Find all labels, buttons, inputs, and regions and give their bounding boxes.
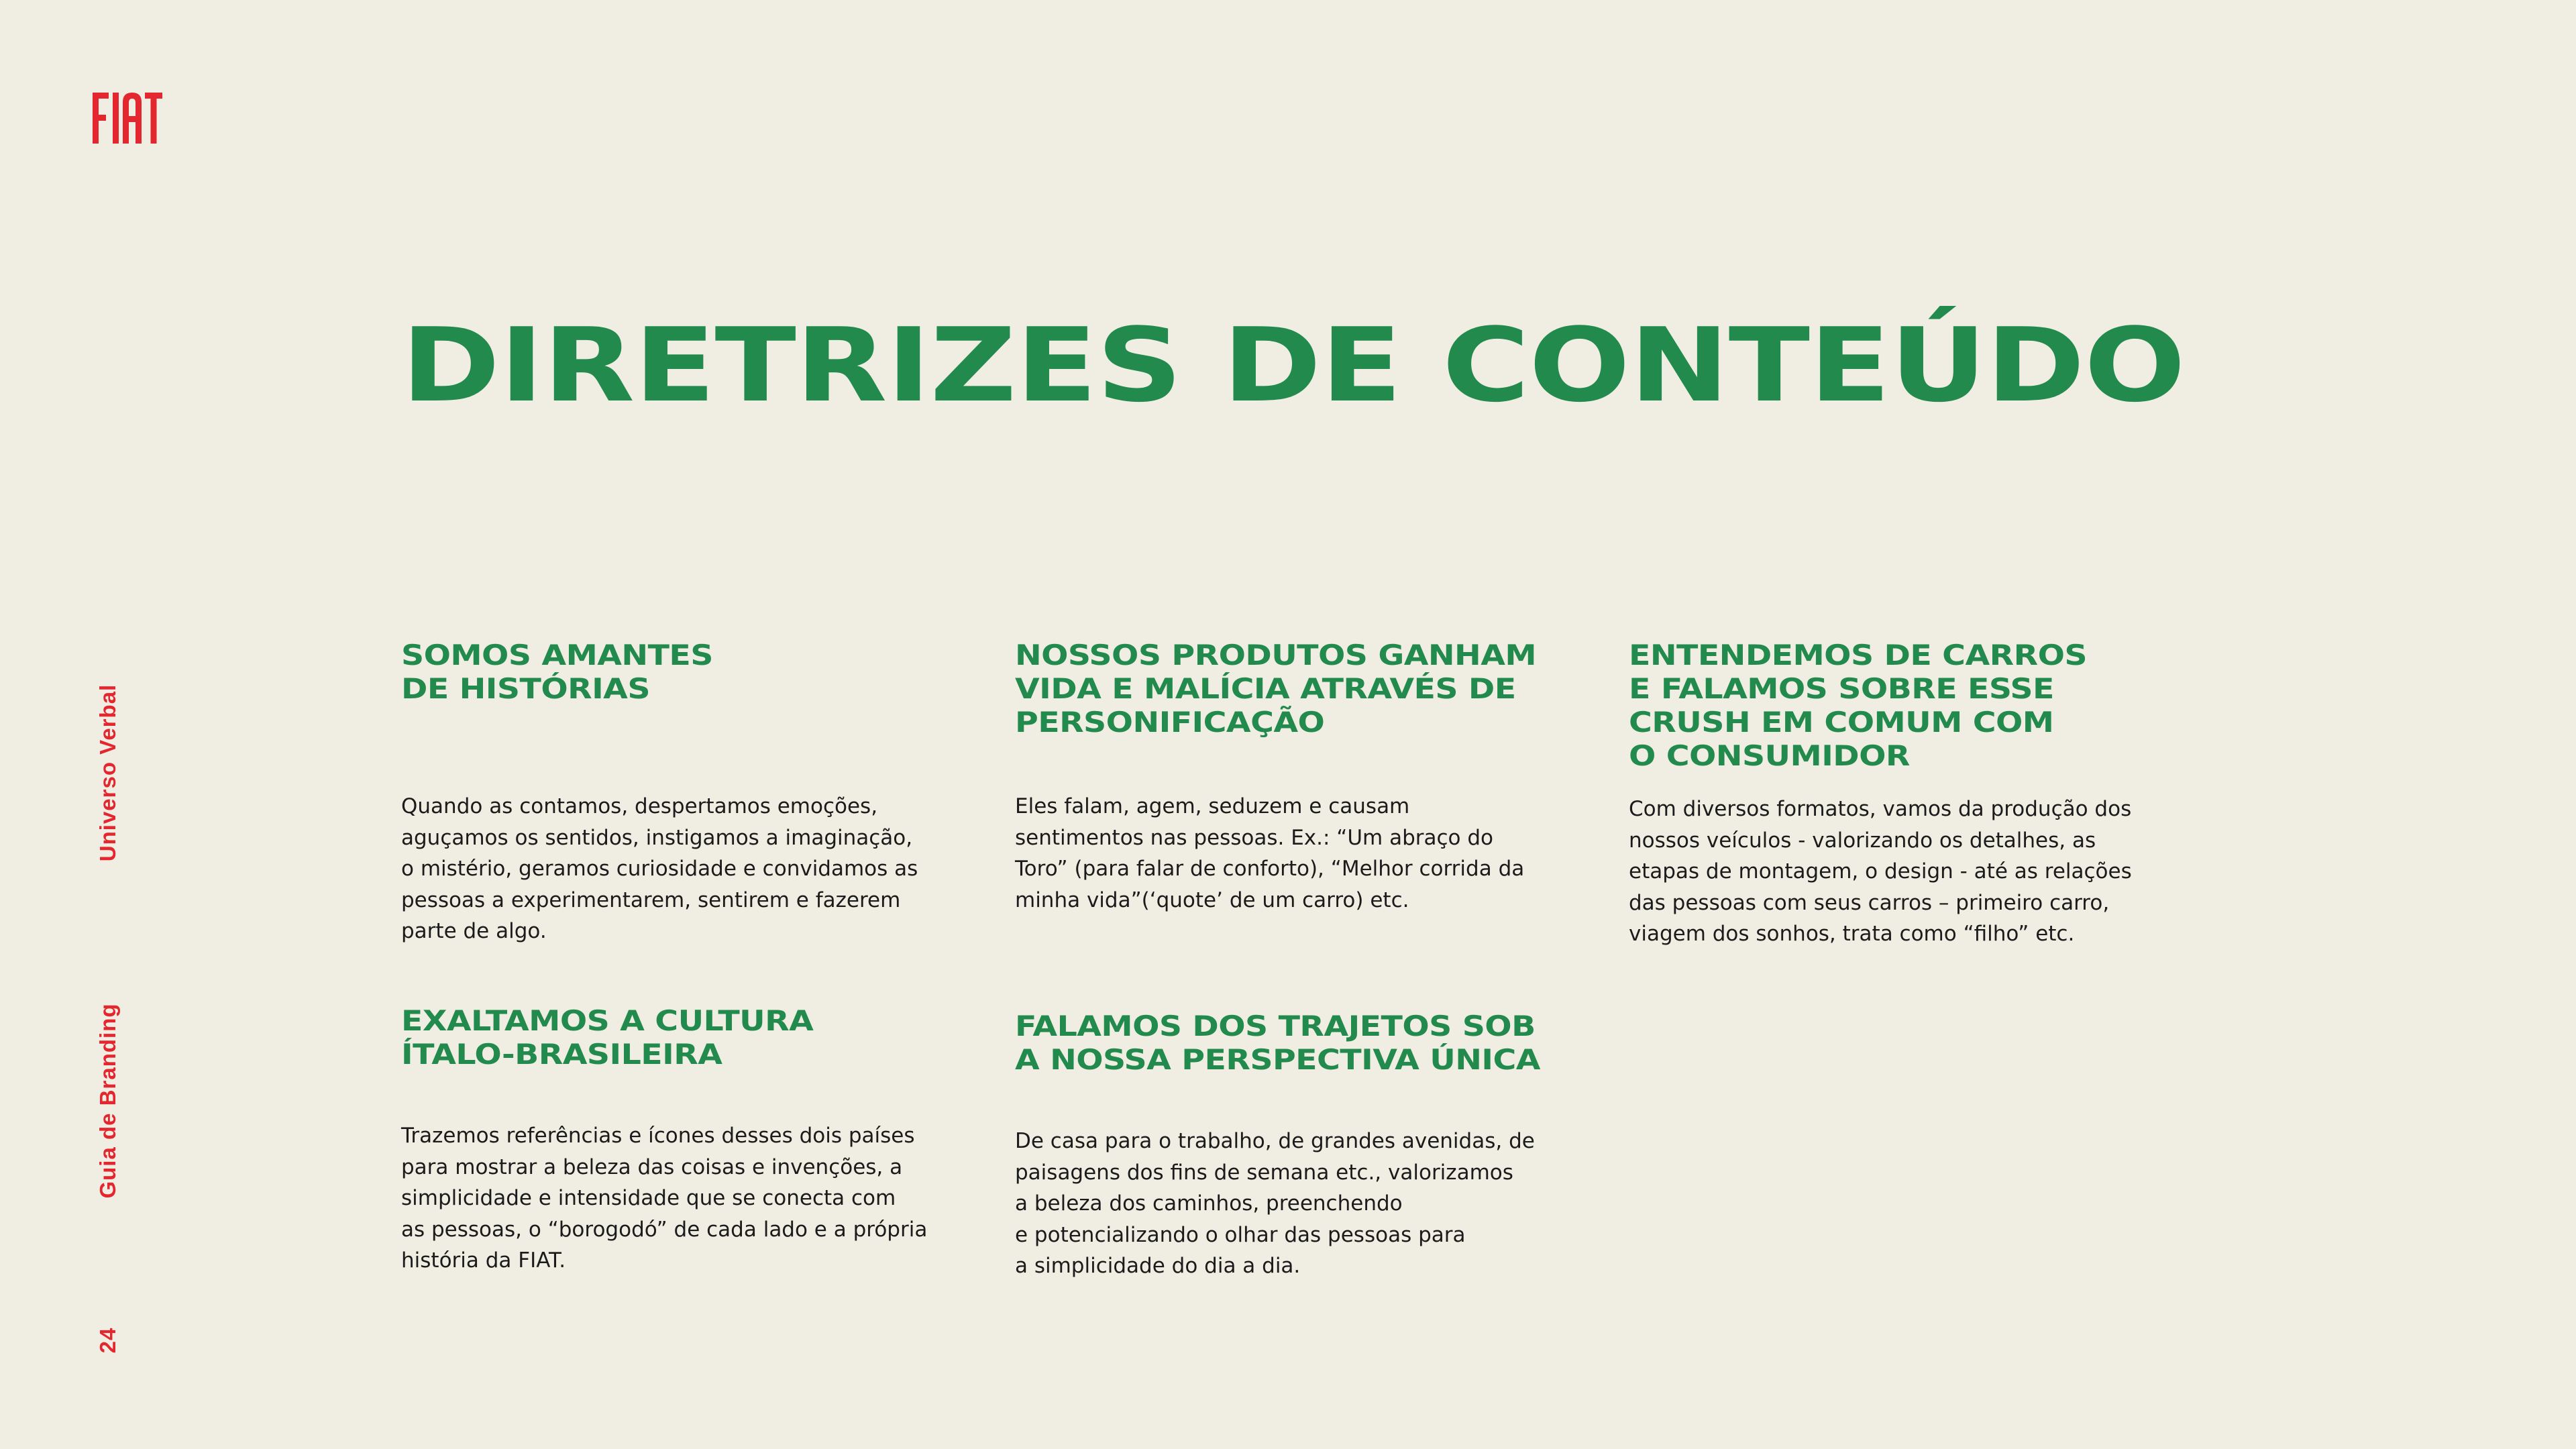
page-title: DIRETRIZES DE CONTEÚDO (401, 306, 2185, 425)
block-heading: NOSSOS PRODUTOS GANHAM VIDA E MALÍCIA ATRAVÉS DE PERSONIFICAÇÃO (1015, 639, 1537, 739)
block-text: Quando as contamos, despertamos emoções, aguçamos os sentidos, instigamos a imaginação, o mistério, geramos curiosidade e convidamos as pessoas a experimentarem, sentirem e fazerem parte de algo. (401, 794, 918, 943)
block-heading: ENTENDEMOS DE CARROS E FALAMOS SOBRE ESSE CRUSH EM COMUM COM O CONSUMIDOR (1629, 639, 2087, 772)
section-label: Universo Verbal (95, 684, 120, 862)
block-text: Com diversos formatos, vamos da produção dos nossos veículos - valorizando os detalhes, as etapas de montagem, o design - até as relações das pessoas com seus carros – primeiro carro, viagem dos sonhos, trata como “filho” etc. (1629, 797, 2132, 946)
content-block-personificacao (1015, 639, 1572, 912)
fiat-logo (93, 93, 162, 144)
guide-label: Guia de Branding (95, 1003, 120, 1199)
block-text: De casa para o trabalho, de grandes avenidas, de paisagens dos fins de semana etc., valorizamos a beleza dos caminhos, preenchendo e potencializando o olhar das pessoas para a simplicidade do dia a dia. (1015, 1129, 1535, 1278)
content-block-historias (401, 639, 958, 943)
block-text: Trazemos referências e ícones desses dois países para mostrar a beleza das coisas e invenções, a simplicidade e intensidade que se conecta com as pessoas, o “borogodó” de cada lado e a própria história da FIAT. (401, 1124, 928, 1273)
page-number: 24 (95, 1327, 120, 1354)
block-heading: EXALTAMOS A CULTURA ÍTALO-BRASILEIRA (401, 1004, 814, 1071)
content-block-trajetos (1015, 1010, 1572, 1278)
content-block-carros (1629, 639, 2186, 946)
content-block-cultura (401, 1004, 958, 1273)
block-heading: SOMOS AMANTES DE HISTÓRIAS (401, 639, 713, 705)
block-heading: FALAMOS DOS TRAJETOS SOB A NOSSA PERSPECTIVA ÚNICA (1015, 1010, 1540, 1076)
block-text: Eles falam, agem, seduzem e causam sentimentos nas pessoas. Ex.: “Um abraço do Toro” (para falar de conforto), “Melhor corrida da minha vida”(‘quote’ de um carro) etc. (1015, 794, 1525, 912)
